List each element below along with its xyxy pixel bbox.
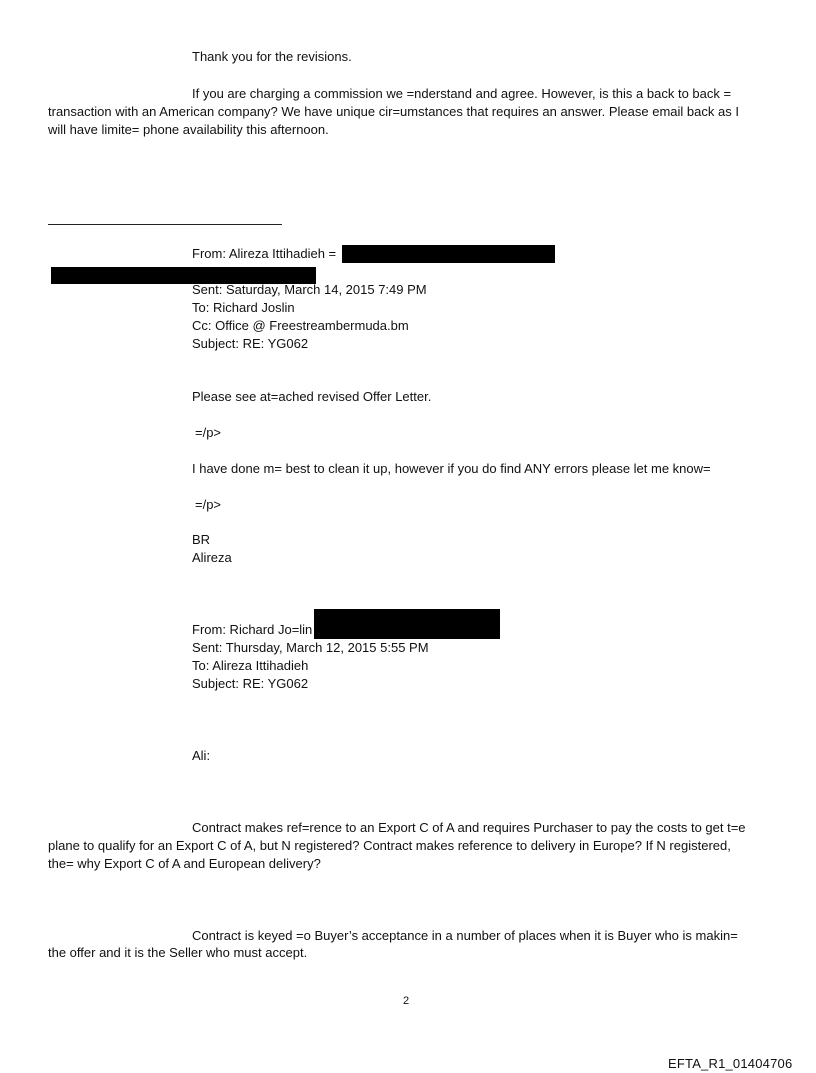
email2-paragraph1-line-2: plane to qualify for an Export C of A, but N registered? Contract makes reference to delivery in Europe? If N registered,	[48, 838, 731, 853]
email2-paragraph1-line-1: Contract makes ref=rence to an Export C of A and requires Purchaser to pay the costs to get t=e	[192, 820, 746, 835]
email1-signoff: BR	[192, 532, 211, 547]
redaction-block	[314, 609, 500, 639]
email1-sent: Sent: Saturday, March 14, 2015 7:49 PM	[192, 282, 427, 297]
email2-subject: Subject: RE: YG062	[192, 676, 309, 691]
email1-body-line: =/p>	[195, 497, 222, 512]
email1-body-line: Please see at=ached revised Offer Letter.	[192, 389, 432, 404]
email2-from: From: Richard Jo=lin	[192, 622, 313, 637]
reply-paragraph-line-3: will have limite= phone availability this afternoon.	[48, 122, 329, 137]
reply-paragraph-line-2: transaction with an American company? We have unique cir=umstances that requires an answer. Please email back as I	[48, 104, 739, 119]
email1-body-line: =/p>	[195, 425, 222, 440]
reply-thanks-line: Thank you for the revisions.	[192, 49, 352, 64]
email2-paragraph2-line-1: Contract is keyed =o Buyer’s acceptance in a number of places when it is Buyer who is makin=	[192, 928, 738, 943]
redaction-block	[342, 245, 555, 263]
email2-to: To: Alireza Ittihadieh	[192, 658, 309, 673]
email2-greeting: Ali:	[192, 748, 211, 763]
email2-paragraph1-line-3: the= why Export C of A and European delivery?	[48, 856, 321, 871]
email2-paragraph2-line-2: the offer and it is the Seller who must accept.	[48, 945, 308, 960]
email2-sent: Sent: Thursday, March 12, 2015 5:55 PM	[192, 640, 429, 655]
email1-from: From: Alireza Ittihadieh =	[192, 246, 337, 261]
email1-to: To: Richard Joslin	[192, 300, 295, 315]
bates-number: EFTA_R1_01404706	[668, 1056, 793, 1071]
page-number: 2	[403, 995, 410, 1007]
email1-signature-name: Alireza	[192, 550, 232, 565]
separator-rule	[48, 224, 282, 225]
reply-paragraph-line-1: If you are charging a commission we =nderstand and agree. However, is this a back to back =	[192, 86, 732, 101]
email1-body-line: I have done m= best to clean it up, however if you do find ANY errors please let me know=	[192, 461, 711, 476]
email1-subject: Subject: RE: YG062	[192, 336, 309, 351]
email1-cc: Cc: Office @ Freestreambermuda.bm	[192, 318, 409, 333]
